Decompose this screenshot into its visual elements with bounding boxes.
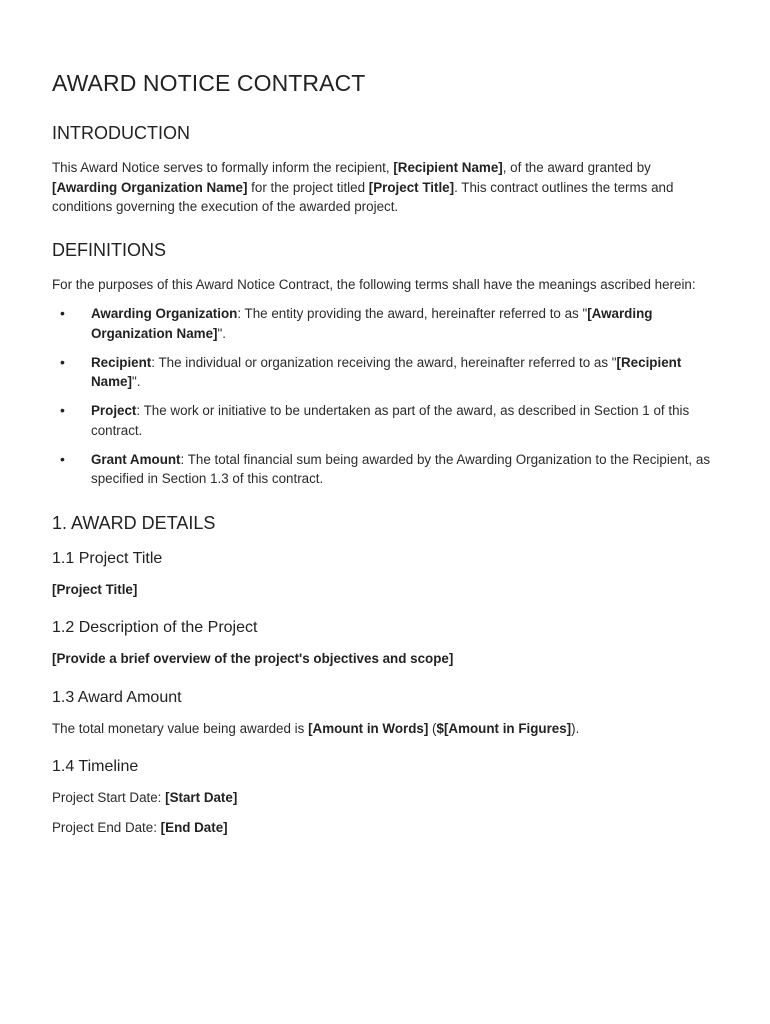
introduction-heading: INTRODUCTION [52, 123, 190, 143]
project-title-value [52, 580, 718, 600]
amount-text: The total monetary value being awarded is [52, 720, 309, 736]
definitions-intro: For the purposes of this Award Notice Contract, the following terms shall have the meanings ascribed herein: [52, 276, 696, 292]
definition-item [52, 450, 718, 489]
organization-placeholder: [Awarding Organization Name] [52, 179, 248, 195]
description-heading: 1.2 Description of the Project [52, 619, 258, 636]
project-title-heading: 1.1 Project Title [52, 549, 163, 567]
end-date-label: Project End Date: [52, 819, 161, 835]
document-title: AWARD NOTICE CONTRACT [52, 70, 366, 96]
introduction-section [52, 123, 718, 217]
award-amount-heading: 1.3 Award Amount [52, 688, 182, 706]
bullet-icon: • [60, 353, 65, 370]
award-details-heading: 1. AWARD DETAILS [52, 512, 216, 533]
definitions-list [52, 304, 718, 489]
introduction-paragraph [52, 158, 718, 217]
description-placeholder: [Provide a brief overview of the project's objectives and scope] [52, 651, 454, 666]
definition-end: ". [217, 325, 226, 341]
definition-ref: [Recipient Name] [91, 354, 682, 389]
definition-term: Project [91, 403, 137, 418]
amount-figures-placeholder: $[Amount in Figures] [436, 720, 572, 736]
definition-ref: [Awarding Organization Name] [91, 306, 653, 341]
start-date-placeholder: [Start Date] [165, 790, 238, 805]
start-date-label: Project Start Date: [52, 790, 166, 805]
project-title-block [52, 550, 718, 600]
definition-term: Grant Amount [91, 451, 181, 467]
award-details-section [52, 513, 718, 838]
definition-text: : The work or initiative to be undertaken as part of the award, as described in Section 1 of this contract. [91, 403, 690, 438]
definition-item [52, 401, 718, 440]
definition-item [52, 304, 718, 343]
award-amount-text [52, 719, 718, 739]
definitions-heading: DEFINITIONS [52, 239, 167, 260]
recipient-placeholder: [Recipient Name] [393, 160, 503, 175]
end-date-line [52, 818, 718, 838]
definition-text: : The total financial sum being awarded by the Awarding Organization to the Recipient, as specified in Section 1.3 of this contract. [91, 451, 711, 486]
bullet-icon: • [60, 305, 65, 321]
timeline-block [52, 758, 718, 837]
intro-text: for the project titled [247, 179, 369, 195]
definition-text: : The individual or organization receiving the award, hereinafter referred to as " [151, 354, 617, 370]
definition-term: Recipient [91, 354, 152, 370]
end-date-placeholder: [End Date] [160, 819, 228, 835]
project-title-placeholder: [Project Title] [52, 581, 138, 597]
definition-term: Awarding Organization [91, 306, 238, 321]
description-value [52, 649, 718, 669]
description-block [52, 619, 718, 669]
definitions-section [52, 240, 718, 489]
definition-end: ". [131, 374, 141, 389]
intro-text: This Award Notice serves to formally inform the recipient, [52, 160, 394, 175]
bullet-icon: • [60, 402, 65, 418]
intro-text: , of the award granted by [502, 160, 651, 175]
definition-text: : The entity providing the award, hereinafter referred to as " [237, 306, 588, 321]
intro-text: . This contract outlines the terms and conditions governing the execution of the awarded project. [52, 179, 674, 214]
amount-words-placeholder: [Amount in Words] [308, 720, 429, 736]
bullet-icon: • [60, 450, 65, 467]
definition-item [52, 353, 718, 392]
start-date-line [52, 788, 718, 808]
amount-text: ). [571, 720, 580, 736]
timeline-heading: 1.4 Timeline [52, 758, 139, 775]
amount-text: ( [428, 720, 437, 736]
project-title-placeholder: [Project Title] [368, 179, 455, 195]
award-amount-block [52, 689, 718, 739]
